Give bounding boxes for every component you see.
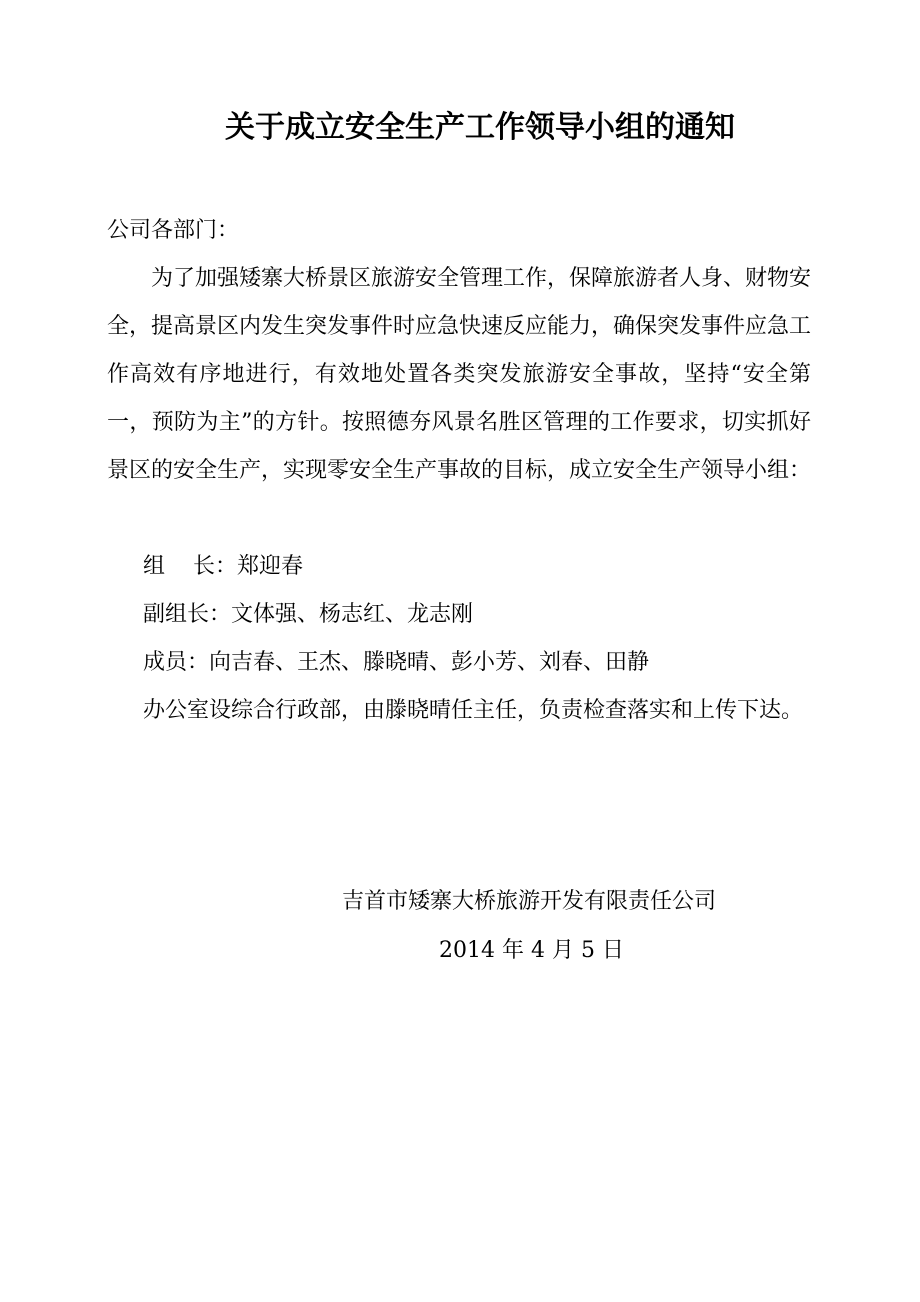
leader-name: 郑迎春 xyxy=(237,554,304,579)
office-paragraph: 办公室设综合行政部，由滕晓晴任主任，负责检查落实和上传下达。 xyxy=(143,698,804,723)
leader-label-first: 组 xyxy=(143,554,166,579)
company-signature: 吉首市矮寨大桥旅游开发有限责任公司 xyxy=(342,889,717,914)
deputy-line xyxy=(143,591,473,639)
deputy-names: 文体强、杨志红、龙志刚 xyxy=(231,602,474,627)
document-date: 2014 年 4 月 5 日 xyxy=(439,938,624,963)
members-names: 向吉春、王杰、滕晓晴、彭小芳、刘春、田静 xyxy=(209,650,650,675)
salutation: 公司各部门： xyxy=(107,218,240,243)
members-label: 成员： xyxy=(143,650,210,675)
leader-label-second: 长： xyxy=(193,554,238,579)
document-title: 关于成立安全生产工作领导小组的通知 xyxy=(225,110,735,145)
members-line xyxy=(143,639,649,687)
leader-line xyxy=(143,543,303,591)
deputy-label: 副组长： xyxy=(143,602,232,627)
notice-body-paragraph: 为了加强矮寨大桥景区旅游安全管理工作，保障旅游者人身、财物安全，提高景区内发生突发事件时应急快速反应能力，确保突发事件应急工作高效有序地进行，有效地处置各类突发旅游安全事故，坚持“安全第一，预防为主”的方针。按照德夯风景名胜区管理的工作要求，切实抓好景区的安全生产，实现零安全生产事故的目标，成立安全生产领导小组： xyxy=(107,266,812,483)
